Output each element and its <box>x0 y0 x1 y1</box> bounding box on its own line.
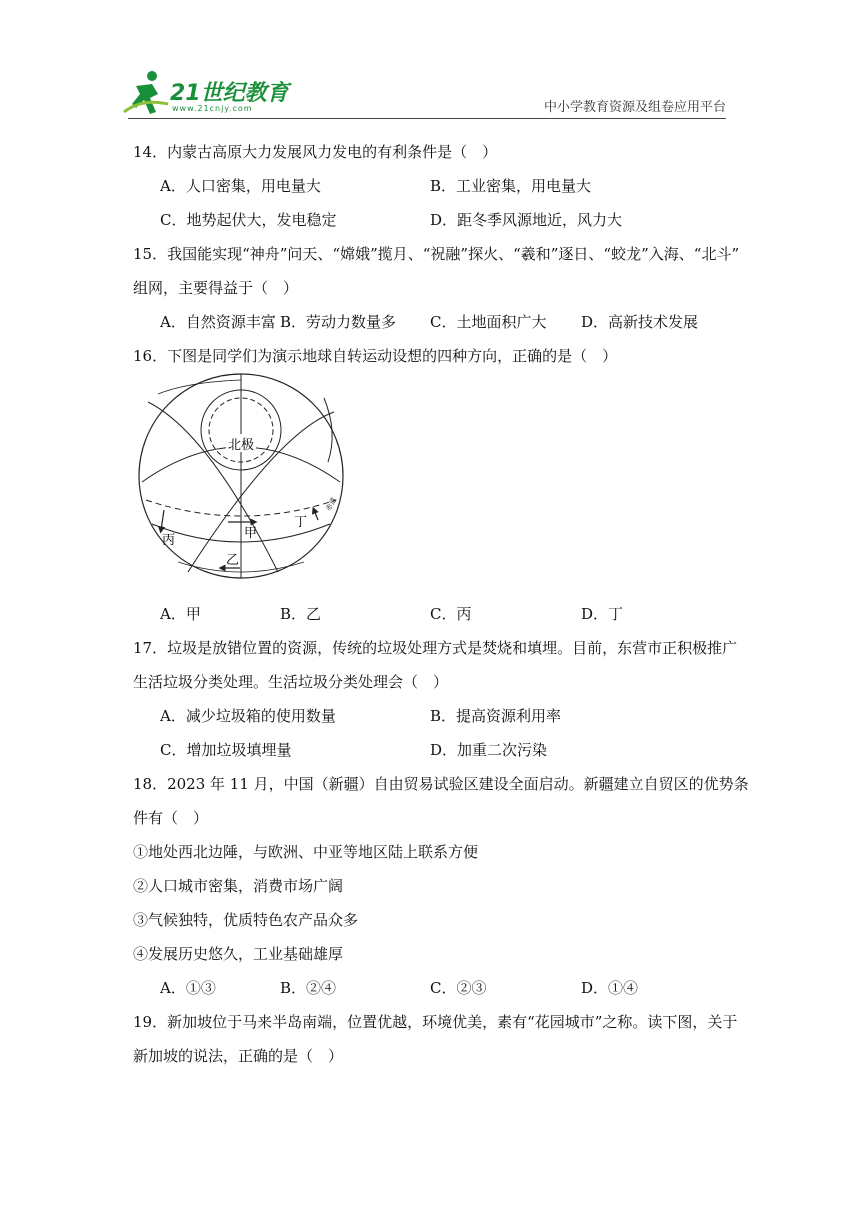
q18-option-c: C．②③ <box>430 979 487 997</box>
header-divider <box>128 118 726 119</box>
page-header <box>0 0 860 120</box>
q18-stem-line2: 件有（ ） <box>133 809 209 827</box>
q15-option-d: D．高新技术发展 <box>581 313 699 331</box>
q16-option-a: A．甲 <box>160 605 201 623</box>
q16-option-b: B．乙 <box>280 605 322 623</box>
q15-stem-line1: 15．我国能实现“神舟”问天、“嫦娥”揽月、“祝融”探火、“羲和”逐日、“蛟龙”入海、“北斗” <box>133 245 740 263</box>
q16-option-d: D．丁 <box>581 605 624 623</box>
q14-option-a: A．人口密集，用电量大 <box>160 177 321 195</box>
label-bing: 丙 <box>162 533 176 548</box>
q17-stem-line2: 生活垃圾分类处理。生活垃圾分类处理会（ ） <box>133 673 449 691</box>
q18-statement-2: ②人口城市密集，消费市场广阔 <box>133 877 344 895</box>
q15-stem-line2: 组网，主要得益于（ ） <box>133 279 299 297</box>
q14-option-d: D．距冬季风源地近，风力大 <box>430 211 623 229</box>
logo-text: 21世纪教育 <box>170 81 289 106</box>
globe-svg <box>128 372 354 582</box>
q17-stem-line1: 17．垃圾是放错位置的资源，传统的垃圾处理方式是焚烧和填埋。目前，东营市正积极推广 <box>133 639 738 657</box>
meridian-arc-top-right <box>324 398 332 462</box>
q17-option-a: A．减少垃圾箱的使用数量 <box>160 707 336 725</box>
q18-option-d: D．①④ <box>581 979 639 997</box>
label-north-pole: 北极 <box>228 438 255 453</box>
q18-option-b: B．②④ <box>280 979 337 997</box>
q17-option-b: B．提高资源利用率 <box>430 707 562 725</box>
meridian-arc-right <box>188 412 334 572</box>
q18-statement-3: ③气候独特，优质特色农产品众多 <box>133 911 359 929</box>
q18-stem-line1: 18．2023 年 11 月，中国（新疆）自由贸易试验区建设全面启动。新疆建立自贸区的优势条 <box>133 775 749 793</box>
q15-option-b: B．劳动力数量多 <box>280 313 397 331</box>
arrow-ding <box>314 510 318 520</box>
label-equator: 赤道 <box>324 496 339 513</box>
q18-statement-4: ④发展历史悠久，工业基础雄厚 <box>133 945 344 963</box>
q16-option-c: C．丙 <box>430 605 472 623</box>
q15-option-c: C．土地面积广大 <box>430 313 547 331</box>
logo-url: www.21cnjy.com <box>172 104 253 113</box>
q19-stem-line1: 19．新加坡位于马来半岛南端，位置优越，环境优美，素有“花园城市”之称。读下图，关于 <box>133 1013 738 1031</box>
q18-option-a: A．①③ <box>160 979 216 997</box>
q17-option-d: D．加重二次污染 <box>430 741 548 759</box>
q16-stem: 16．下图是同学们为演示地球自转运动设想的四种方向，正确的是（ ） <box>133 347 618 365</box>
q14-option-c: C．地势起伏大，发电稳定 <box>160 211 337 229</box>
arrow-bing <box>161 510 164 530</box>
runner-icon <box>122 68 172 118</box>
q14-option-b: B．工业密集，用电量大 <box>430 177 592 195</box>
label-ding: 丁 <box>294 515 308 530</box>
q14-stem: 14．内蒙古高原大力发展风力发电的有利条件是（ ） <box>133 143 498 161</box>
q19-stem-line2: 新加坡的说法，正确的是（ ） <box>133 1047 344 1065</box>
label-jia: 甲 <box>244 526 258 541</box>
earth-rotation-diagram <box>128 372 354 582</box>
platform-name: 中小学教育资源及组卷应用平台 <box>543 100 726 115</box>
label-yi: 乙 <box>226 553 240 568</box>
q15-option-a: A．自然资源丰富 <box>160 313 276 331</box>
site-logo <box>122 62 292 122</box>
q18-statement-1: ①地处西北边陲，与欧洲、中亚等地区陆上联系方便 <box>133 843 479 861</box>
q17-option-c: C．增加垃圾填埋量 <box>160 741 292 759</box>
